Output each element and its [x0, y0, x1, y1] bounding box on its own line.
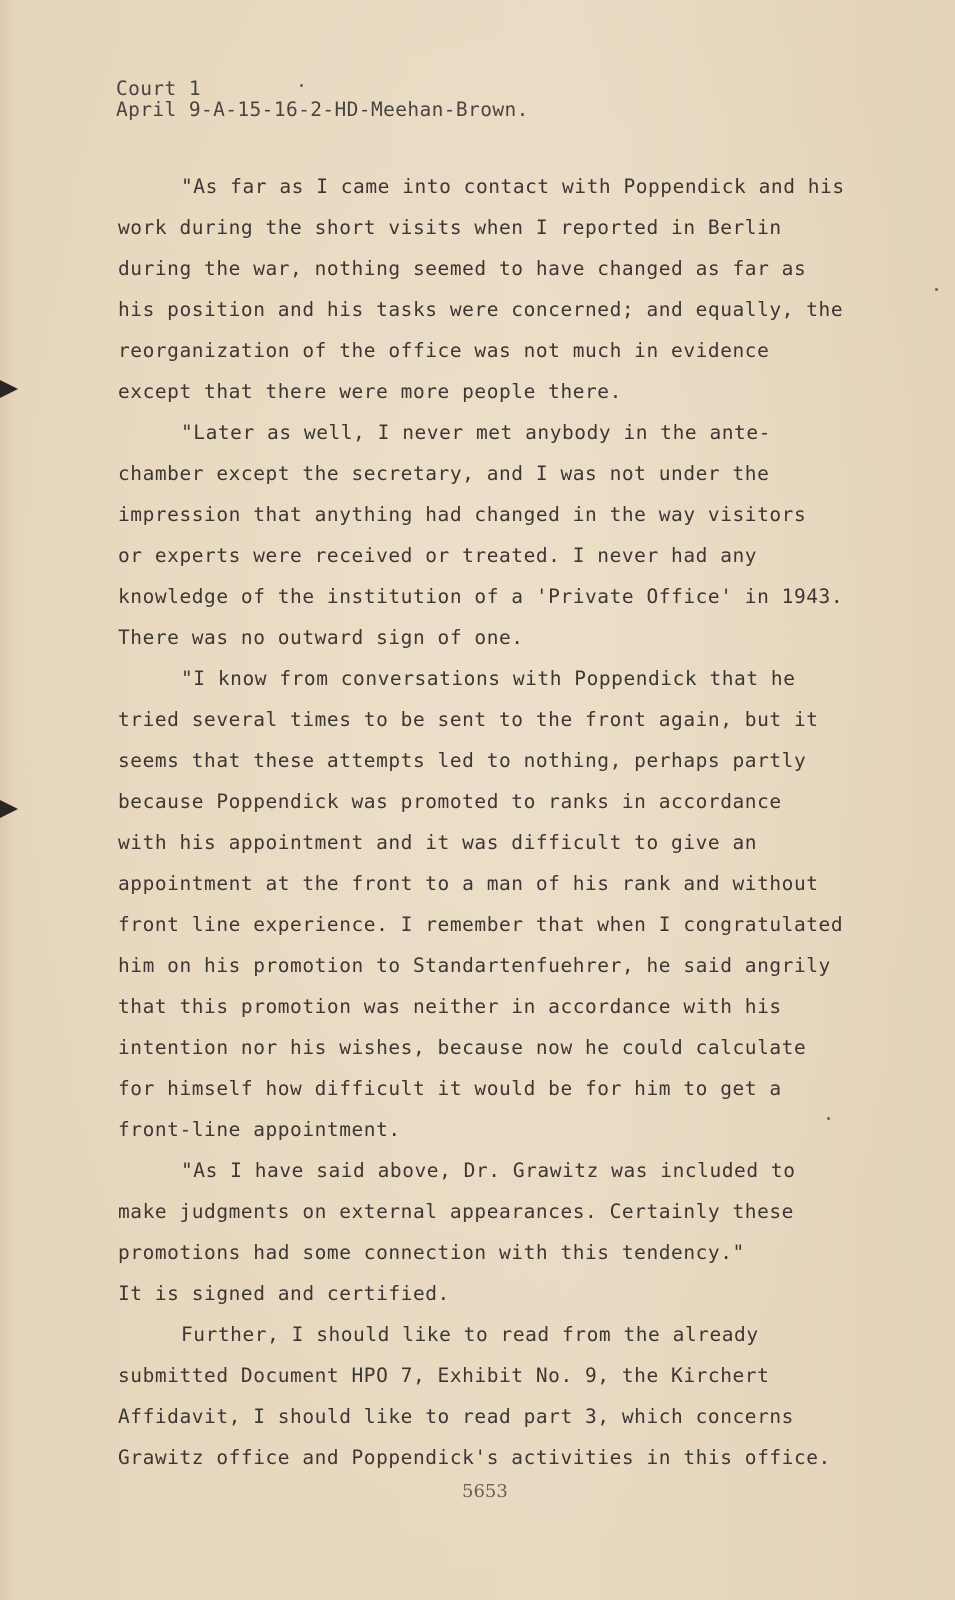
text-line: Further, I should like to read from the already	[181, 1323, 759, 1346]
binding-mark-icon	[0, 380, 18, 398]
text-line: with his appointment and it was difficult to give an	[118, 831, 758, 854]
text-line: There was no outward sign of one.	[118, 626, 524, 649]
court-label: Court 1	[116, 77, 201, 100]
text-line: Affidavit, I should like to read part 3, which concerns	[118, 1405, 794, 1428]
text-line: tried several times to be sent to the front again, but it	[118, 708, 819, 731]
text-line: because Poppendick was promoted to ranks in accordance	[118, 790, 782, 813]
text-line: except that there were more people there.	[118, 380, 622, 403]
text-line: reorganization of the office was not much in evidence	[118, 339, 770, 362]
text-line: appointment at the front to a man of his rank and without	[118, 872, 819, 895]
text-line: his position and his tasks were concerned; and equally, the	[118, 298, 844, 321]
document-header	[116, 78, 529, 120]
text-line: him on his promotion to Standartenfuehrer, he said angrily	[118, 954, 831, 977]
text-line: knowledge of the institution of a 'Private Office' in 1943.	[118, 585, 844, 608]
text-line: "As far as I came into contact with Poppendick and his	[181, 175, 845, 198]
text-line: during the war, nothing seemed to have changed as far as	[118, 257, 807, 280]
text-line: promotions had some connection with this tendency."	[118, 1241, 745, 1264]
text-line: impression that anything had changed in the way visitors	[118, 503, 807, 526]
text-line: front line experience. I remember that when I congratulated	[118, 913, 844, 936]
paper-speck	[935, 288, 938, 291]
text-line: "As I have said above, Dr. Grawitz was included to	[181, 1159, 796, 1182]
page-number: 5653	[462, 1481, 508, 1502]
text-line: submitted Document HPO 7, Exhibit No. 9, the Kirchert	[118, 1364, 770, 1387]
text-line: intention nor his wishes, because now he could calculate	[118, 1036, 807, 1059]
text-line: that this promotion was neither in accordance with his	[118, 995, 782, 1018]
text-line: "I know from conversations with Poppendick that he	[181, 667, 796, 690]
paper-speck	[300, 84, 303, 87]
binding-mark-icon	[0, 800, 18, 818]
text-line: front-line appointment.	[118, 1118, 401, 1141]
session-label: April 9-A-15-16-2-HD-Meehan-Brown.	[116, 98, 529, 121]
paper-speck	[827, 1117, 830, 1120]
text-line: or experts were received or treated. I never had any	[118, 544, 758, 567]
text-line: Grawitz office and Poppendick's activities in this office.	[118, 1446, 831, 1469]
text-line: work during the short visits when I reported in Berlin	[118, 216, 782, 239]
text-line: It is signed and certified.	[118, 1282, 450, 1305]
text-line: make judgments on external appearances. Certainly these	[118, 1200, 794, 1223]
text-line: chamber except the secretary, and I was not under the	[118, 462, 770, 485]
text-line: for himself how difficult it would be for him to get a	[118, 1077, 782, 1100]
text-line: "Later as well, I never met anybody in the ante-	[181, 421, 771, 444]
text-line: seems that these attempts led to nothing, perhaps partly	[118, 749, 807, 772]
